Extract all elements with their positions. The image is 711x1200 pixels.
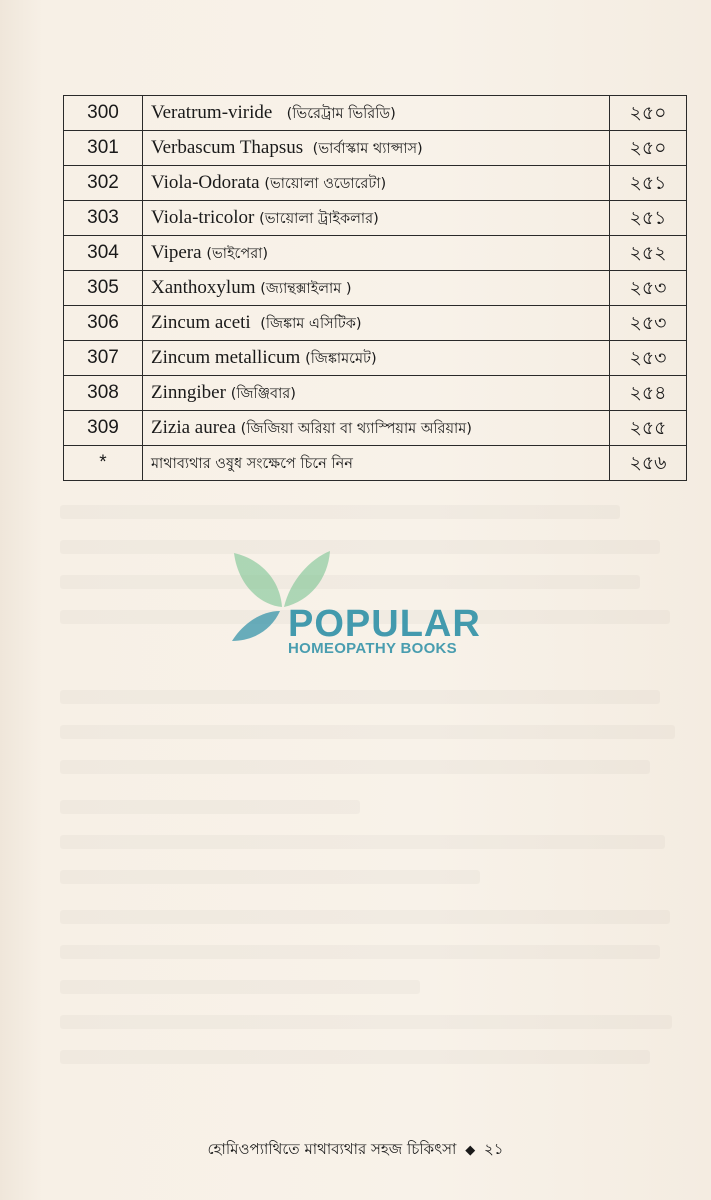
row-marker: * bbox=[64, 446, 143, 481]
page-ref: ২৫১ bbox=[610, 201, 687, 236]
table-row bbox=[64, 376, 687, 411]
page-ref: ২৫১ bbox=[610, 166, 687, 201]
page-ref: ২৫০ bbox=[610, 131, 687, 166]
medicine-name bbox=[143, 411, 610, 446]
medicine-name bbox=[143, 201, 610, 236]
row-number: 301 bbox=[64, 131, 143, 166]
row-number: 305 bbox=[64, 271, 143, 306]
table-row bbox=[64, 96, 687, 131]
watermark-subtitle: HOMEOPATHY BOOKS bbox=[288, 640, 457, 657]
medicine-name bbox=[143, 166, 610, 201]
table-row-summary bbox=[64, 446, 687, 481]
medicine-name bbox=[143, 131, 610, 166]
page-ref: ২৫৫ bbox=[610, 411, 687, 446]
bengali-name: (ভার্বাস্কাম থ্যাপ্সাস) bbox=[312, 140, 423, 157]
latin-name: Xanthoxylum bbox=[151, 276, 256, 298]
table-row bbox=[64, 411, 687, 446]
latin-name: Zinngiber bbox=[151, 381, 226, 403]
latin-name: Zincum aceti bbox=[151, 311, 251, 333]
summary-text-cell bbox=[143, 446, 610, 481]
index-table-body bbox=[64, 96, 687, 481]
page-ref: ২৫৪ bbox=[610, 376, 687, 411]
latin-name: Viola-tricolor bbox=[151, 206, 255, 228]
row-number: 307 bbox=[64, 341, 143, 376]
page-ref: ২৫৩ bbox=[610, 271, 687, 306]
table-row bbox=[64, 271, 687, 306]
bengali-name: (জিঙ্কামমেট) bbox=[305, 350, 377, 367]
latin-name: Vipera bbox=[151, 241, 202, 263]
bengali-name: (ভিরেট্রাম ভিরিডি) bbox=[286, 105, 396, 122]
latin-name: Zizia aurea bbox=[151, 416, 236, 438]
bengali-name: (জিঞ্জিবার) bbox=[230, 385, 296, 402]
latin-name: Veratrum-viride bbox=[151, 101, 273, 123]
bengali-name: (ভায়োলা ওডোরেটা) bbox=[264, 175, 387, 192]
row-number: 304 bbox=[64, 236, 143, 271]
bengali-name: (ভায়োলা ট্রাইকলার) bbox=[259, 210, 379, 227]
bengali-name: (জিঙ্কাম এসিটিক) bbox=[260, 315, 362, 332]
row-number: 303 bbox=[64, 201, 143, 236]
latin-name: Verbascum Thapsus bbox=[151, 136, 304, 158]
row-number: 308 bbox=[64, 376, 143, 411]
page-ref: ২৫৬ bbox=[610, 446, 687, 481]
medicine-name bbox=[143, 236, 610, 271]
page-ref: ২৫০ bbox=[610, 96, 687, 131]
summary-text: মাথাব্যথার ওষুধ সংক্ষেপে চিনে নিন bbox=[151, 455, 353, 472]
medicine-index-table bbox=[63, 95, 687, 481]
page-ref: ২৫৩ bbox=[610, 306, 687, 341]
table-row bbox=[64, 201, 687, 236]
latin-name: Zincum metallicum bbox=[151, 346, 301, 368]
page-footer bbox=[0, 1138, 711, 1163]
bengali-name: (জিজিয়া অরিয়া বা থ্যাস্পিয়াম অরিয়াম) bbox=[240, 420, 472, 437]
table-row bbox=[64, 131, 687, 166]
latin-name: Viola-Odorata bbox=[151, 171, 260, 193]
medicine-name bbox=[143, 376, 610, 411]
table-row bbox=[64, 166, 687, 201]
page-ref: ২৫৩ bbox=[610, 341, 687, 376]
row-number: 300 bbox=[64, 96, 143, 131]
medicine-name bbox=[143, 96, 610, 131]
publisher-watermark bbox=[230, 545, 490, 655]
table-row bbox=[64, 236, 687, 271]
medicine-name bbox=[143, 271, 610, 306]
page-number: ২১ bbox=[483, 1140, 504, 1158]
medicine-name bbox=[143, 341, 610, 376]
page-ref: ২৫২ bbox=[610, 236, 687, 271]
table-row bbox=[64, 306, 687, 341]
table-row bbox=[64, 341, 687, 376]
bengali-name: (ভাইপেরা) bbox=[206, 245, 269, 262]
medicine-name bbox=[143, 306, 610, 341]
watermark-title: POPULAR bbox=[288, 603, 481, 645]
book-title: হোমিওপ্যাথিতে মাথাব্যথার সহজ চিকিৎসা bbox=[207, 1140, 457, 1158]
row-number: 309 bbox=[64, 411, 143, 446]
bengali-name: (জ্যান্থক্সাইলাম ) bbox=[260, 280, 352, 297]
row-number: 306 bbox=[64, 306, 143, 341]
row-number: 302 bbox=[64, 166, 143, 201]
diamond-separator: ◆ bbox=[465, 1143, 476, 1158]
